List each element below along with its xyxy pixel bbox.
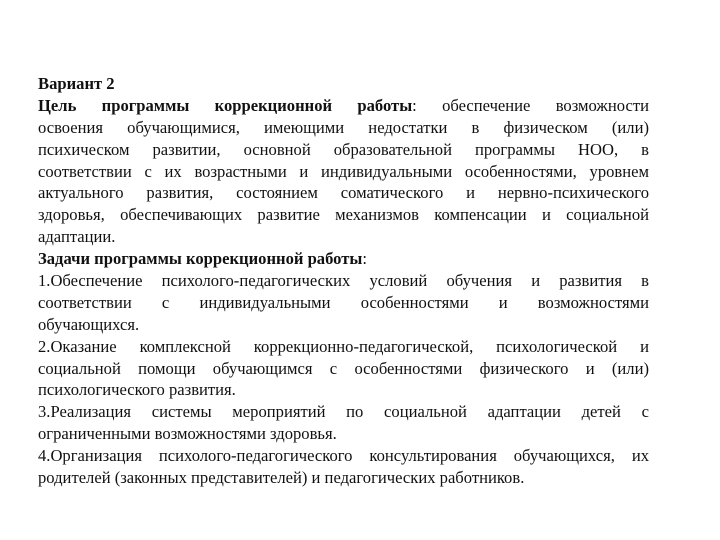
tasks-label: Задачи программы коррекционной работы [38,249,363,269]
tasks-colon: : [362,249,367,269]
tasks-heading [38,248,649,270]
task-1-line-3: обучающихся. [38,314,140,334]
goal-label: Цель программы коррекционной работы [38,95,413,115]
goal-line-6: здоровья, обеспечивающих развитие механизмов компенсации и социальной [38,205,649,225]
goal-line-5: актуального развития, состоянием соматического и нервно-психического [38,183,649,203]
goal-colon: : [412,95,417,115]
task-2-line-2: социальной помощи обучающимся с особенностями физического и (или) [38,358,649,378]
goal-line-4: соответствии с их возрастными и индивидуальными особенностями, уровнем [38,161,649,181]
goal-line-1 [38,95,649,117]
goal-text-1: обеспечение возможности [442,95,649,115]
task-1-line-1: 1.Обеспечение психолого-педагогических условий обучения и развития в [38,271,649,291]
task-4-line-2: родителей (законных представителей) и педагогических работников. [38,468,525,488]
document-body [38,73,649,489]
task-4-line-1: 4.Организация психолого-педагогического консультирования обучающихся, их [38,446,649,466]
variant-heading: Вариант 2 [38,74,115,93]
goal-line-7: адаптации. [38,227,116,247]
task-2-line-3: психологического развития. [38,380,236,400]
goal-line-3: психическом развитии, основной образовательной программы НОО, в [38,139,649,159]
task-3-line-2: ограниченными возможностями здоровья. [38,424,337,444]
task-2-line-1: 2.Оказание комплексной коррекционно-педагогической, психологической и [38,336,649,356]
task-1-line-2: соответствии с индивидуальными особенностями и возможностями [38,292,649,312]
goal-line-2: освоения обучающимися, имеющими недостатки в физическом (или) [38,117,649,137]
task-3-line-1: 3.Реализация системы мероприятий по социальной адаптации детей с [38,402,649,422]
